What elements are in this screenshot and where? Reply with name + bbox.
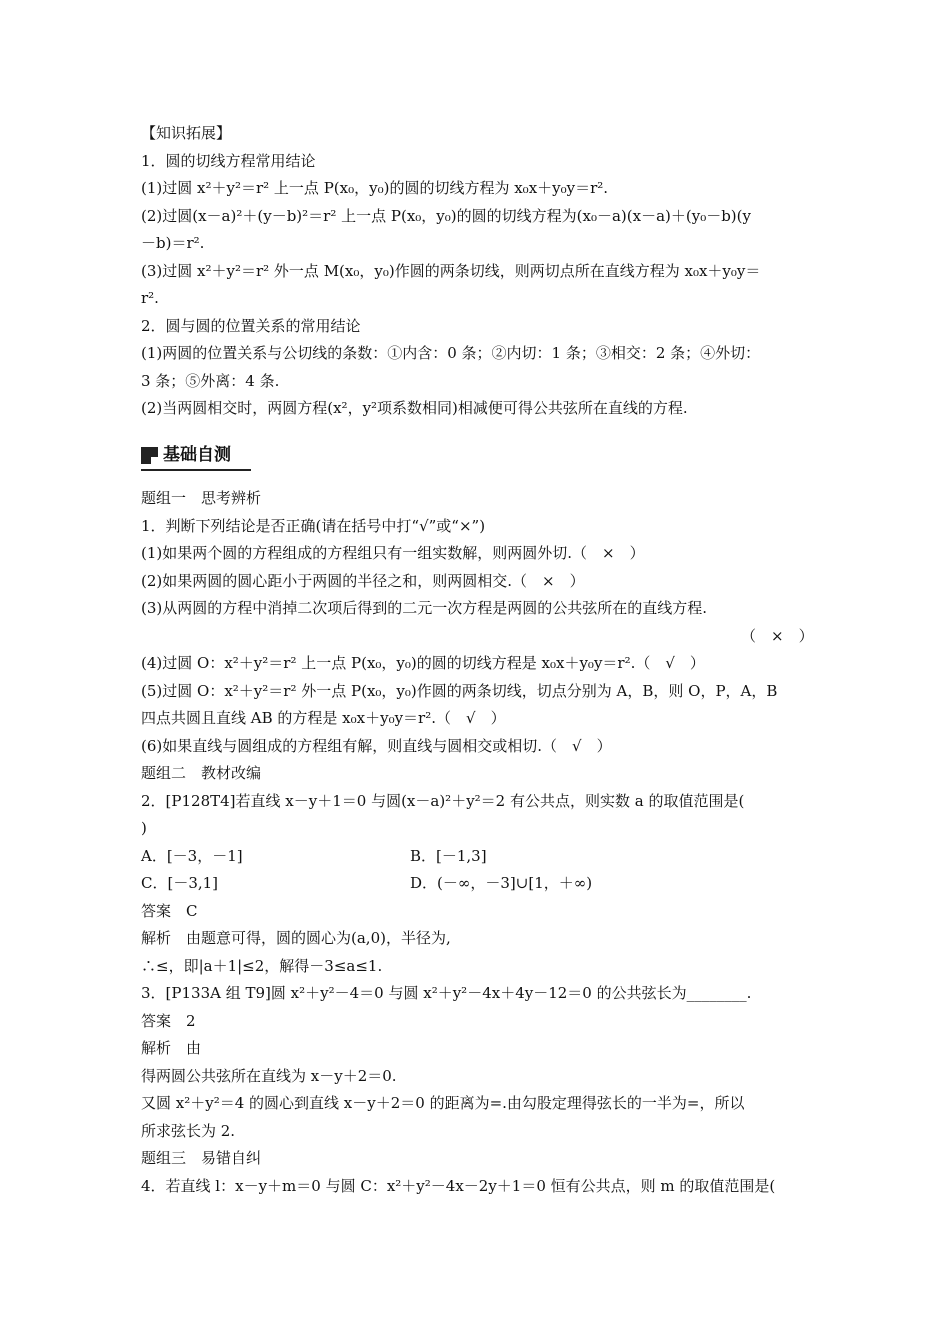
text-line: 解析 由题意可得，圆的圆心为(a,0)，半径为,: [141, 929, 451, 947]
text-line: (1)过圆 x²＋y²＝r² 上一点 P(x₀，y₀)的圆的切线方程为 x₀x＋y₀y＝r².: [141, 179, 609, 197]
group-heading: 题组三 易错自纠: [141, 1149, 262, 1167]
text-line: (3)过圆 x²＋y²＝r² 外一点 M(x₀，y₀)作圆的两条切线，则两切点所在直线方程为 x₀x＋y₀y＝: [141, 262, 761, 280]
text-line: (5)过圆 O：x²＋y²＝r² 外一点 P(x₀，y₀)作圆的两条切线，切点分别为 A，B，则 O，P，A，B: [141, 682, 778, 700]
text-line: (2)如果两圆的圆心距小于两圆的半径之和，则两圆相交.（ × ）: [141, 572, 585, 590]
option-d: D．(－∞，－3]∪[1，＋∞): [410, 874, 593, 892]
text-line: (1)如果两个圆的方程组成的方程组只有一组实数解，则两圆外切.（ × ）: [141, 544, 645, 562]
option-a: A．[－3，－1]: [141, 847, 243, 865]
section-block-icon: [141, 447, 158, 464]
text-line: 3 条；⑤外离：4 条.: [141, 372, 280, 390]
answer-line: 答案 C: [141, 902, 198, 920]
text-line: (4)过圆 O：x²＋y²＝r² 上一点 P(x₀，y₀)的圆的切线方程是 x₀x＋y₀y＝r².（ √ ）: [141, 654, 705, 672]
text-line: 1．判断下列结论是否正确(请在括号中打“√”或“×”): [141, 517, 486, 535]
text-line: 1．圆的切线方程常用结论: [141, 152, 316, 170]
text-line: r².: [141, 289, 159, 307]
text-line: 4．若直线 l：x－y＋m＝0 与圆 C：x²＋y²－4x－2y＋1＝0 恒有公共点，则 m 的取值范围是(: [141, 1177, 776, 1195]
text-line: －b)＝r².: [141, 234, 205, 252]
text-line: 2．圆与圆的位置关系的常用结论: [141, 317, 361, 335]
text-line: 3．[P133A 组 T9]圆 x²＋y²－4＝0 与圆 x²＋y²－4x＋4y－12＝0 的公共弦长为________.: [141, 984, 752, 1002]
section-title-text: 基础自测: [163, 445, 231, 465]
text-line: 四点共圆且直线 AB 的方程是 x₀x＋y₀y＝r².（ √ ）: [141, 709, 506, 727]
option-b: B．[－1,3]: [410, 847, 487, 865]
group-heading: 题组一 思考辨析: [141, 489, 262, 507]
section-title: [141, 443, 251, 471]
text-line: (1)两圆的位置关系与公切线的条数：①内含：0 条；②内切：1 条；③相交：2 条；④外切：: [141, 344, 761, 362]
text-line: (6)如果直线与圆组成的方程组有解，则直线与圆相交或相切.（ √ ）: [141, 737, 612, 755]
option-c: C．[－3,1]: [141, 874, 219, 892]
text-line: 2．[P128T4]若直线 x－y＋1＝0 与圆(x－a)²＋y²＝2 有公共点，则实数 a 的取值范围是(: [141, 792, 745, 810]
text-line: (2)过圆(x－a)²＋(y－b)²＝r² 上一点 P(x₀，y₀)的圆的切线方程为(x₀－a)(x－a)＋(y₀－b)(y: [141, 207, 751, 225]
text-line: (3)从两圆的方程中消掉二次项后得到的二元一次方程是两圆的公共弦所在的直线方程.: [141, 599, 708, 617]
text-line: 得两圆公共弦所在直线为 x－y＋2＝0.: [141, 1067, 397, 1085]
answer-mark: （ × ）: [741, 627, 814, 645]
text-line: 解析 由: [141, 1039, 202, 1057]
text-line: 所求弦长为 2.: [141, 1122, 236, 1140]
text-line: (2)当两圆相交时，两圆方程(x²，y²项系数相同)相减便可得公共弦所在直线的方程.: [141, 399, 688, 417]
group-heading: 题组二 教材改编: [141, 764, 262, 782]
answer-line: 答案 2: [141, 1012, 196, 1030]
text-line: 又圆 x²＋y²＝4 的圆心到直线 x－y＋2＝0 的距离为=.由勾股定理得弦长的一半为=，所以: [141, 1094, 745, 1112]
text-line: ∴≤，即|a＋1|≤2，解得－3≤a≤1.: [141, 957, 383, 975]
text-line: ): [141, 819, 147, 837]
knowledge-header: 【知识拓展】: [141, 124, 232, 142]
